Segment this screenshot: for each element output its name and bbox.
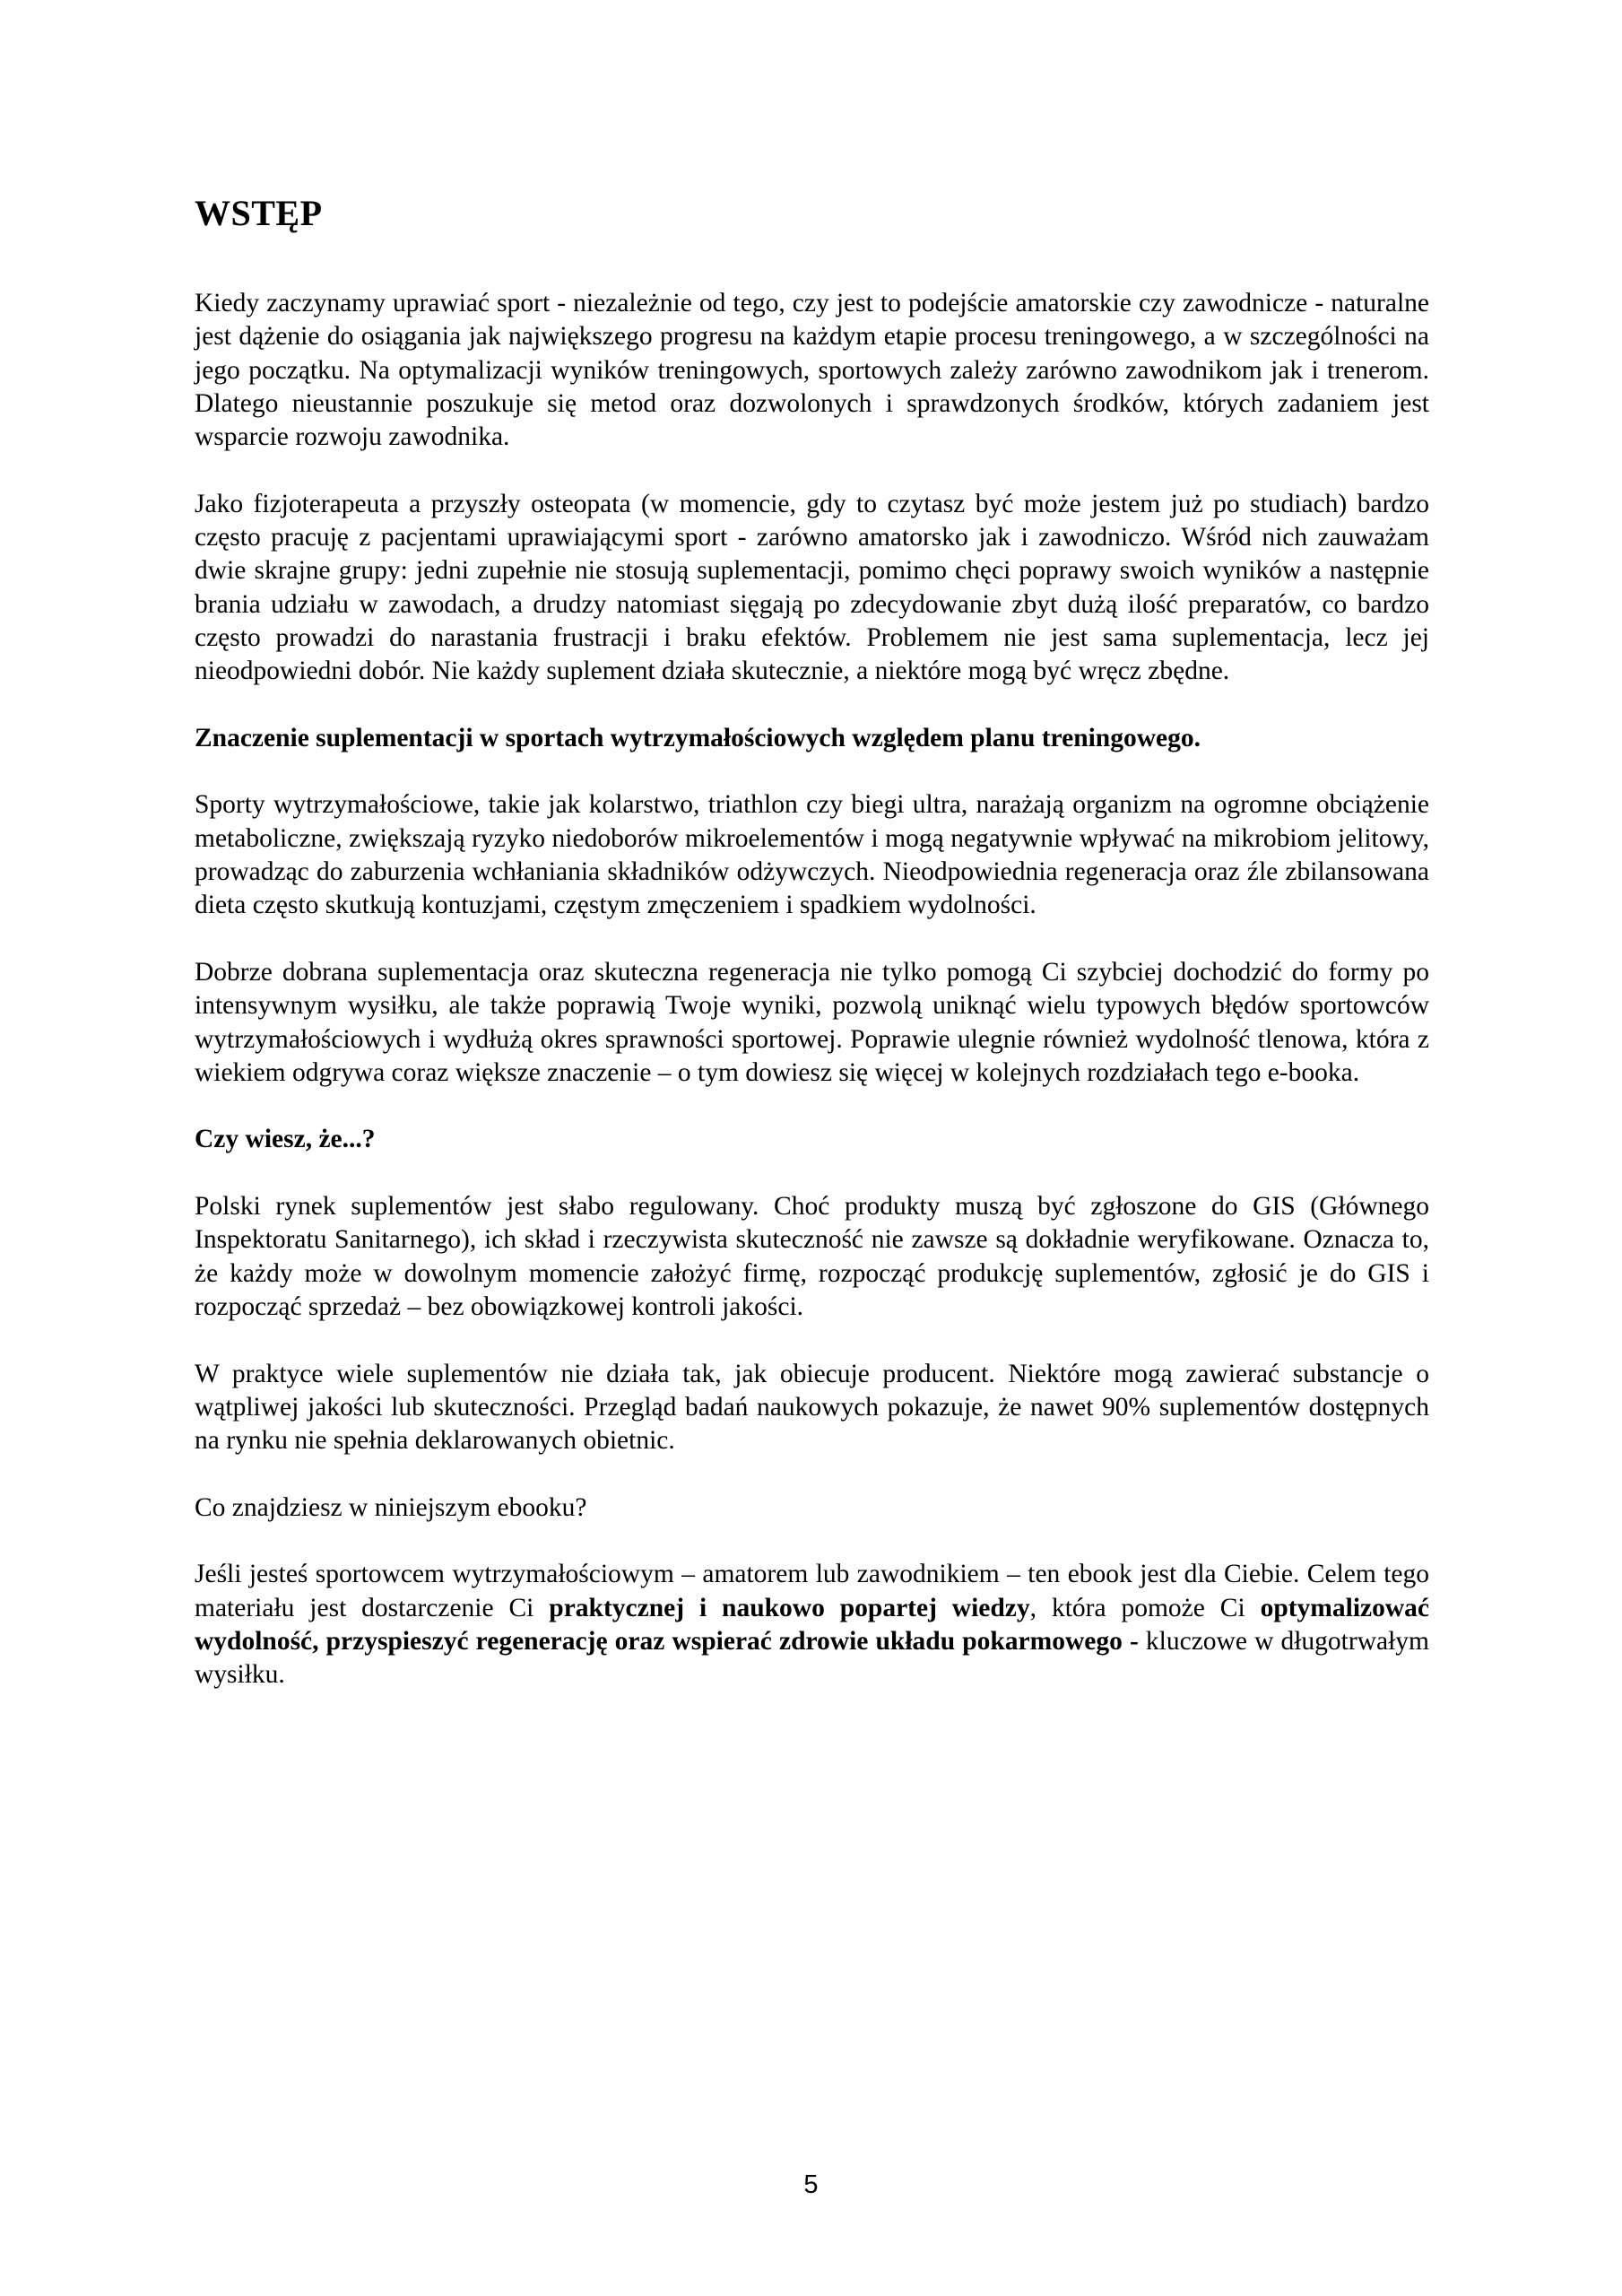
target-audience-paragraph [195,1558,1429,1692]
ebook-contents-question: Co znajdziesz w niniejszym ebooku? [195,1492,587,1522]
section-heading-did-you-know: Czy wiesz, że...? [195,1125,376,1154]
practice-paragraph: W praktyce wiele suplementów nie działa tak, jak obiecuje producent. Niektóre mogą zawierać substancje o wątpliwej jakości lub skuteczności. Przegląd badań naukowych pokazuje, że nawet 90% suplementów dostępnych na rynku nie spełnia deklarowanych obietnic. [195,1359,1429,1456]
author-experience-paragraph: Jako fizjoterapeuta a przyszły osteopata (w momencie, gdy to czytasz być może jestem już po studiach) bardzo często pracuję z pacjentami uprawiającymi sport - zarówno amatorsko jak i zawodniczo. Wśród nich zauważam dwie skrajne grupy: jedni zupełnie nie stosują suplementacji, pomimo chęci poprawy swoich wyników a następnie brania udziału w zawodach, a drudzy natomiast sięgają po zdecydowanie zbyt dużą ilość preparatów, co bardzo często prowadzi do narastania frustracji i braku efektów. Problemem nie jest sama suplementacja, lecz jej nieodpowiedni dobór. Nie każdy suplement działa skutecznie, a niektóre mogą być wręcz zbędne. [195,489,1429,686]
title-spacer [195,235,1429,287]
bold-text-run: optymalizować wydolność, przyspieszyć regenerację oraz wspierać zdrowie układu pokarmowego - [195,1593,1429,1656]
text-run: , która pomoże Ci [1029,1593,1261,1622]
text-run: kluczowe w długotrwałym wysiłku. [195,1626,1429,1690]
page-content [195,192,1429,1726]
section-heading-supplementation-importance: Znaczenie suplementacji w sportach wytrzymałościowych względem planu treningowego. [195,723,1201,752]
benefits-paragraph: Dobrze dobrana suplementacja oraz skuteczna regeneracja nie tylko pomogą Ci szybciej dochodzić do formy po intensywnym wysiłku, ale także poprawią Twoje wyniki, pozwolą uniknąć wielu typowych błędów sportowców wytrzymałościowych i wydłużą okres sprawności sportowej. Poprawie ulegnie również wydolność tlenowa, która z wiekiem odgrywa coraz większe znaczenie – o tym dowiesz się więcej w kolejnych rozdziałach tego e-booka. [195,957,1429,1087]
text-run: Jeśli jesteś sportowcem wytrzymałościowym – amatorem lub zawodnikiem – ten ebook jest dla Ciebie. Celem tego materiału jest dostarczenie Ci [195,1560,1429,1622]
page-title: WSTĘP [195,193,323,233]
endurance-sports-paragraph: Sporty wytrzymałościowe, takie jak kolarstwo, triathlon czy biegi ultra, narażają organizm na ogromne obciążenie metaboliczne, zwiększają ryzyko niedoborów mikroelementów i mogą negatywnie wpływać na mikrobiom jelitowy, prowadząc do zaburzenia wchłaniania składników odżywczych. Nieodpowiednia regeneracja oraz źle zbilansowana dieta często skutkują kontuzjami, częstym zmęczeniem i spadkiem wydolności. [195,790,1429,920]
intro-paragraph: Kiedy zaczynamy uprawiać sport - niezależnie od tego, czy jest to podejście amatorskie czy zawodnicze - naturalne jest dążenie do osiągania jak największego progresu na każdym etapie procesu treningowego, a w szczególności na jego początku. Na optymalizacji wyników treningowych, sportowych zależy zarówno zawodnikom jak i trenerom. Dlatego nieustannie poszukuje się metod oraz dozwolonych i sprawdzonych środków, których zadaniem jest wsparcie rozwoju zawodnika. [195,289,1429,452]
market-regulation-paragraph: Polski rynek suplementów jest słabo regulowany. Choć produkty muszą być zgłoszone do GIS (Głównego Inspektoratu Sanitarnego), ich skład i rzeczywista skuteczność nie zawsze są dokładnie weryfikowane. Oznacza to, że każdy może w dowolnym momencie założyć firmę, rozpocząć produkcję suplementów, zgłosić je do GIS i rozpocząć sprzedaż – bez obowiązkowej kontroli jakości. [195,1192,1429,1321]
page-number: 5 [803,2170,819,2199]
bold-text-run: praktycznej i naukowo popartej wiedzy [549,1593,1030,1622]
